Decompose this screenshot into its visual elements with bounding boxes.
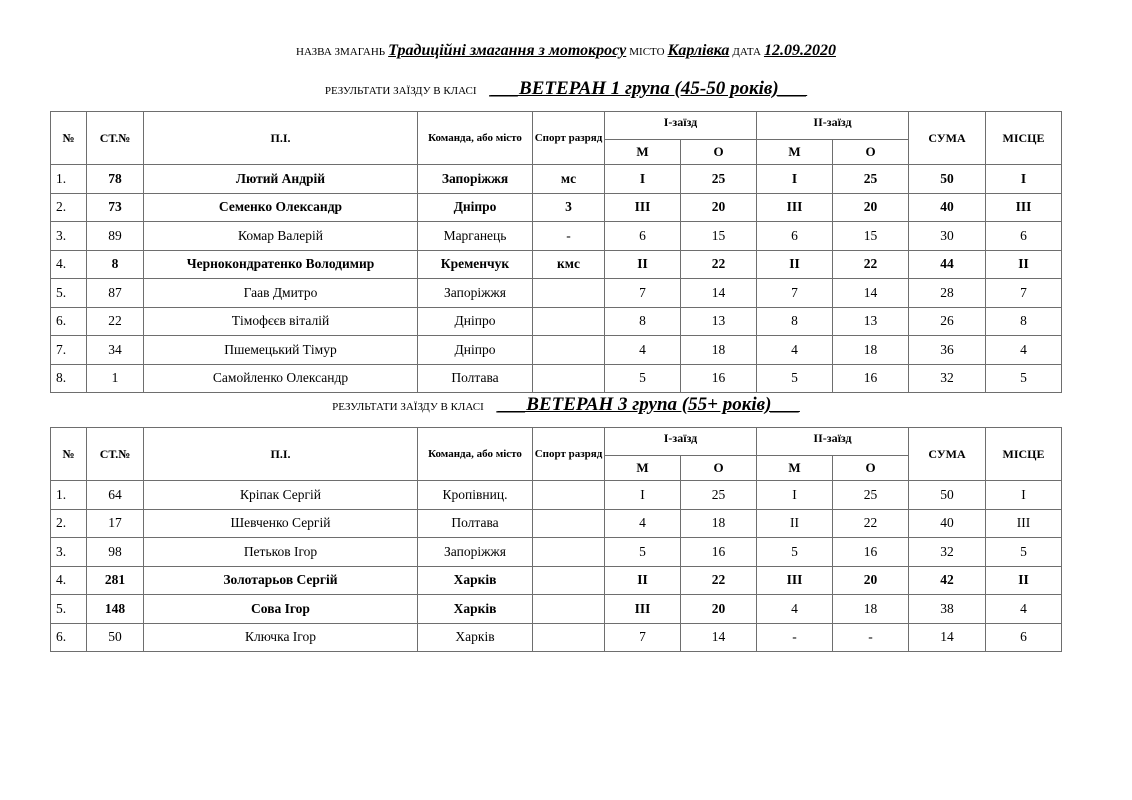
row-number-cell: 2. [51,509,87,538]
table-row [51,279,1062,308]
race-1-place-cell: 6 [605,222,681,251]
rider-name-cell: Тімофєєв віталій [144,307,418,336]
start-number-cell: 50 [87,623,144,652]
race-1-points-cell: 15 [681,222,757,251]
sport-rank-cell [533,509,605,538]
table-row [51,193,1062,222]
rider-name-cell: Кріпак Сергій [144,481,418,510]
race-1-place-cell: II [605,566,681,595]
total-points-cell: 50 [909,481,986,510]
final-place-cell: 5 [986,364,1062,393]
race-1-points-cell: 25 [681,165,757,194]
row-number-cell: 4. [51,250,87,279]
row-number-cell: 6. [51,623,87,652]
row-number-cell: 5. [51,279,87,308]
col-team: Команда, або місто [418,428,533,481]
rider-name-cell: Семенко Олександр [144,193,418,222]
final-place-cell: I [986,481,1062,510]
col-name: П.І. [144,428,418,481]
total-points-cell: 38 [909,595,986,624]
row-number-cell: 4. [51,566,87,595]
city-value: Карлівка [667,42,730,59]
race-2-points-cell: 25 [833,165,909,194]
city-label: МІСТО [629,46,665,58]
sport-rank-cell [533,307,605,336]
total-points-cell: 44 [909,250,986,279]
race-2-place-cell: 8 [757,307,833,336]
race-1-points-cell: 14 [681,279,757,308]
col-race-1: І-заїзд [605,428,757,456]
competition-label: НАЗВА ЗМАГАНЬ [296,46,386,58]
row-number-cell: 5. [51,595,87,624]
final-place-cell: 6 [986,623,1062,652]
race-1-points-cell: 20 [681,193,757,222]
competition-header [0,42,1132,60]
rider-name-cell: Самойленко Олександр [144,364,418,393]
class-name: ___ВЕТЕРАН 3 група (55+ років)___ [497,394,800,415]
race-1-points-cell: 14 [681,623,757,652]
sport-rank-cell [533,566,605,595]
race-1-place-cell: 4 [605,509,681,538]
team-cell: Харків [418,566,533,595]
race-1-place-cell: 7 [605,279,681,308]
race-1-place-cell: I [605,165,681,194]
rider-name-cell: Комар Валерій [144,222,418,251]
race-2-points-cell: 14 [833,279,909,308]
race-1-place-cell: 5 [605,538,681,567]
table-row [51,165,1062,194]
race-1-points-cell: 16 [681,538,757,567]
total-points-cell: 40 [909,509,986,538]
sport-rank-cell: мс [533,165,605,194]
race-2-points-cell: 22 [833,250,909,279]
rider-name-cell: Гаав Дмитро [144,279,418,308]
col-name: П.І. [144,112,418,165]
row-number-cell: 1. [51,481,87,510]
col-race-1-place: М [605,140,681,165]
total-points-cell: 32 [909,538,986,567]
start-number-cell: 1 [87,364,144,393]
row-number-cell: 3. [51,538,87,567]
sport-rank-cell [533,364,605,393]
total-points-cell: 40 [909,193,986,222]
total-points-cell: 14 [909,623,986,652]
col-race-2-place: М [757,456,833,481]
team-cell: Кременчук [418,250,533,279]
final-place-cell: 4 [986,595,1062,624]
race-1-points-cell: 18 [681,509,757,538]
final-place-cell: II [986,250,1062,279]
col-no: № [51,428,87,481]
col-race-2-place: М [757,140,833,165]
final-place-cell: 6 [986,222,1062,251]
table-row [51,364,1062,393]
row-number-cell: 2. [51,193,87,222]
race-2-place-cell: I [757,165,833,194]
sport-rank-cell [533,336,605,365]
race-2-place-cell: I [757,481,833,510]
col-place: МІСЦЕ [986,428,1062,481]
race-1-place-cell: 5 [605,364,681,393]
sport-rank-cell [533,279,605,308]
team-cell: Харків [418,595,533,624]
race-1-place-cell: I [605,481,681,510]
sport-rank-cell [533,623,605,652]
class-heading-2 [0,394,1132,416]
date-label: ДАТА [732,46,761,58]
race-1-place-cell: II [605,250,681,279]
race-2-place-cell: 4 [757,595,833,624]
total-points-cell: 30 [909,222,986,251]
start-number-cell: 281 [87,566,144,595]
team-cell: Полтава [418,509,533,538]
rider-name-cell: Шевченко Сергій [144,509,418,538]
race-1-points-cell: 16 [681,364,757,393]
sport-rank-cell: кмс [533,250,605,279]
team-cell: Запоріжжя [418,279,533,308]
race-1-place-cell: 7 [605,623,681,652]
final-place-cell: II [986,566,1062,595]
final-place-cell: 7 [986,279,1062,308]
race-2-points-cell: 13 [833,307,909,336]
race-2-points-cell: 16 [833,364,909,393]
rider-name-cell: Чернокондратенко Володимир [144,250,418,279]
race-1-points-cell: 22 [681,250,757,279]
table-row [51,481,1062,510]
race-2-points-cell: 16 [833,538,909,567]
final-place-cell: 4 [986,336,1062,365]
race-1-points-cell: 20 [681,595,757,624]
final-place-cell: III [986,509,1062,538]
race-2-place-cell: III [757,193,833,222]
table-row [51,623,1062,652]
total-points-cell: 32 [909,364,986,393]
col-sum: СУМА [909,428,986,481]
row-number-cell: 8. [51,364,87,393]
team-cell: Марганець [418,222,533,251]
rider-name-cell: Золотарьов Сергій [144,566,418,595]
col-race-2: ІІ-заїзд [757,428,909,456]
start-number-cell: 148 [87,595,144,624]
race-1-points-cell: 18 [681,336,757,365]
date-value: 12.09.2020 [763,42,836,59]
col-rank: Спорт разряд [533,428,605,481]
race-2-points-cell: 18 [833,336,909,365]
race-1-place-cell: III [605,595,681,624]
results-label: РЕЗУЛЬТАТИ ЗАЇЗДУ В КЛАСІ [324,85,477,97]
race-1-points-cell: 25 [681,481,757,510]
row-number-cell: 6. [51,307,87,336]
col-place: МІСЦЕ [986,112,1062,165]
row-number-cell: 1. [51,165,87,194]
start-number-cell: 22 [87,307,144,336]
race-2-place-cell: II [757,509,833,538]
rider-name-cell: Петьков Ігор [144,538,418,567]
row-number-cell: 7. [51,336,87,365]
col-start-no: СТ.№ [87,112,144,165]
start-number-cell: 73 [87,193,144,222]
rider-name-cell: Сова Ігор [144,595,418,624]
col-rank: Спорт разряд [533,112,605,165]
race-2-points-cell: 25 [833,481,909,510]
total-points-cell: 26 [909,307,986,336]
race-2-place-cell: 6 [757,222,833,251]
col-race-2: ІІ-заїзд [757,112,909,140]
sport-rank-cell [533,481,605,510]
col-race-1-points: О [681,140,757,165]
team-cell: Кропівниц. [418,481,533,510]
table-row [51,566,1062,595]
col-start-no: СТ.№ [87,428,144,481]
race-1-points-cell: 13 [681,307,757,336]
rider-name-cell: Ключка Ігор [144,623,418,652]
race-2-points-cell: - [833,623,909,652]
race-2-place-cell: 7 [757,279,833,308]
sport-rank-cell [533,595,605,624]
start-number-cell: 34 [87,336,144,365]
results-table-veteran-1 [50,111,1062,393]
start-number-cell: 87 [87,279,144,308]
team-cell: Дніпро [418,307,533,336]
table-row [51,336,1062,365]
final-place-cell: 8 [986,307,1062,336]
start-number-cell: 89 [87,222,144,251]
class-heading-1 [0,78,1132,100]
rider-name-cell: Пшемецький Тімур [144,336,418,365]
total-points-cell: 42 [909,566,986,595]
table-row [51,595,1062,624]
race-2-points-cell: 20 [833,193,909,222]
col-race-1-place: М [605,456,681,481]
start-number-cell: 17 [87,509,144,538]
race-2-place-cell: - [757,623,833,652]
col-race-1: І-заїзд [605,112,757,140]
class-name: ___ВЕТЕРАН 1 група (45-50 років)___ [490,78,808,99]
race-1-place-cell: 8 [605,307,681,336]
team-cell: Запоріжжя [418,165,533,194]
final-place-cell: I [986,165,1062,194]
table-row [51,509,1062,538]
team-cell: Дніпро [418,336,533,365]
race-2-points-cell: 22 [833,509,909,538]
sport-rank-cell [533,538,605,567]
start-number-cell: 64 [87,481,144,510]
col-sum: СУМА [909,112,986,165]
race-2-points-cell: 20 [833,566,909,595]
table-row [51,307,1062,336]
rider-name-cell: Лютий Андрій [144,165,418,194]
table-row [51,538,1062,567]
total-points-cell: 36 [909,336,986,365]
col-race-2-points: О [833,140,909,165]
col-race-1-points: О [681,456,757,481]
col-no: № [51,112,87,165]
row-number-cell: 3. [51,222,87,251]
results-label: РЕЗУЛЬТАТИ ЗАЇЗДУ В КЛАСІ [332,401,484,413]
race-2-place-cell: 5 [757,538,833,567]
race-1-place-cell: III [605,193,681,222]
race-2-place-cell: 4 [757,336,833,365]
race-1-points-cell: 22 [681,566,757,595]
race-2-place-cell: II [757,250,833,279]
race-2-points-cell: 18 [833,595,909,624]
sport-rank-cell: 3 [533,193,605,222]
col-race-2-points: О [833,456,909,481]
results-table-veteran-3 [50,427,1062,652]
race-1-place-cell: 4 [605,336,681,365]
team-cell: Полтава [418,364,533,393]
start-number-cell: 78 [87,165,144,194]
col-team: Команда, або місто [418,112,533,165]
start-number-cell: 98 [87,538,144,567]
team-cell: Дніпро [418,193,533,222]
race-2-place-cell: 5 [757,364,833,393]
table-row [51,250,1062,279]
total-points-cell: 50 [909,165,986,194]
start-number-cell: 8 [87,250,144,279]
final-place-cell: 5 [986,538,1062,567]
sport-rank-cell: - [533,222,605,251]
race-2-place-cell: III [757,566,833,595]
total-points-cell: 28 [909,279,986,308]
table-row [51,222,1062,251]
final-place-cell: III [986,193,1062,222]
team-cell: Запоріжжя [418,538,533,567]
team-cell: Харків [418,623,533,652]
competition-name: Традиційні змагання з мотокросу [388,42,627,59]
race-2-points-cell: 15 [833,222,909,251]
